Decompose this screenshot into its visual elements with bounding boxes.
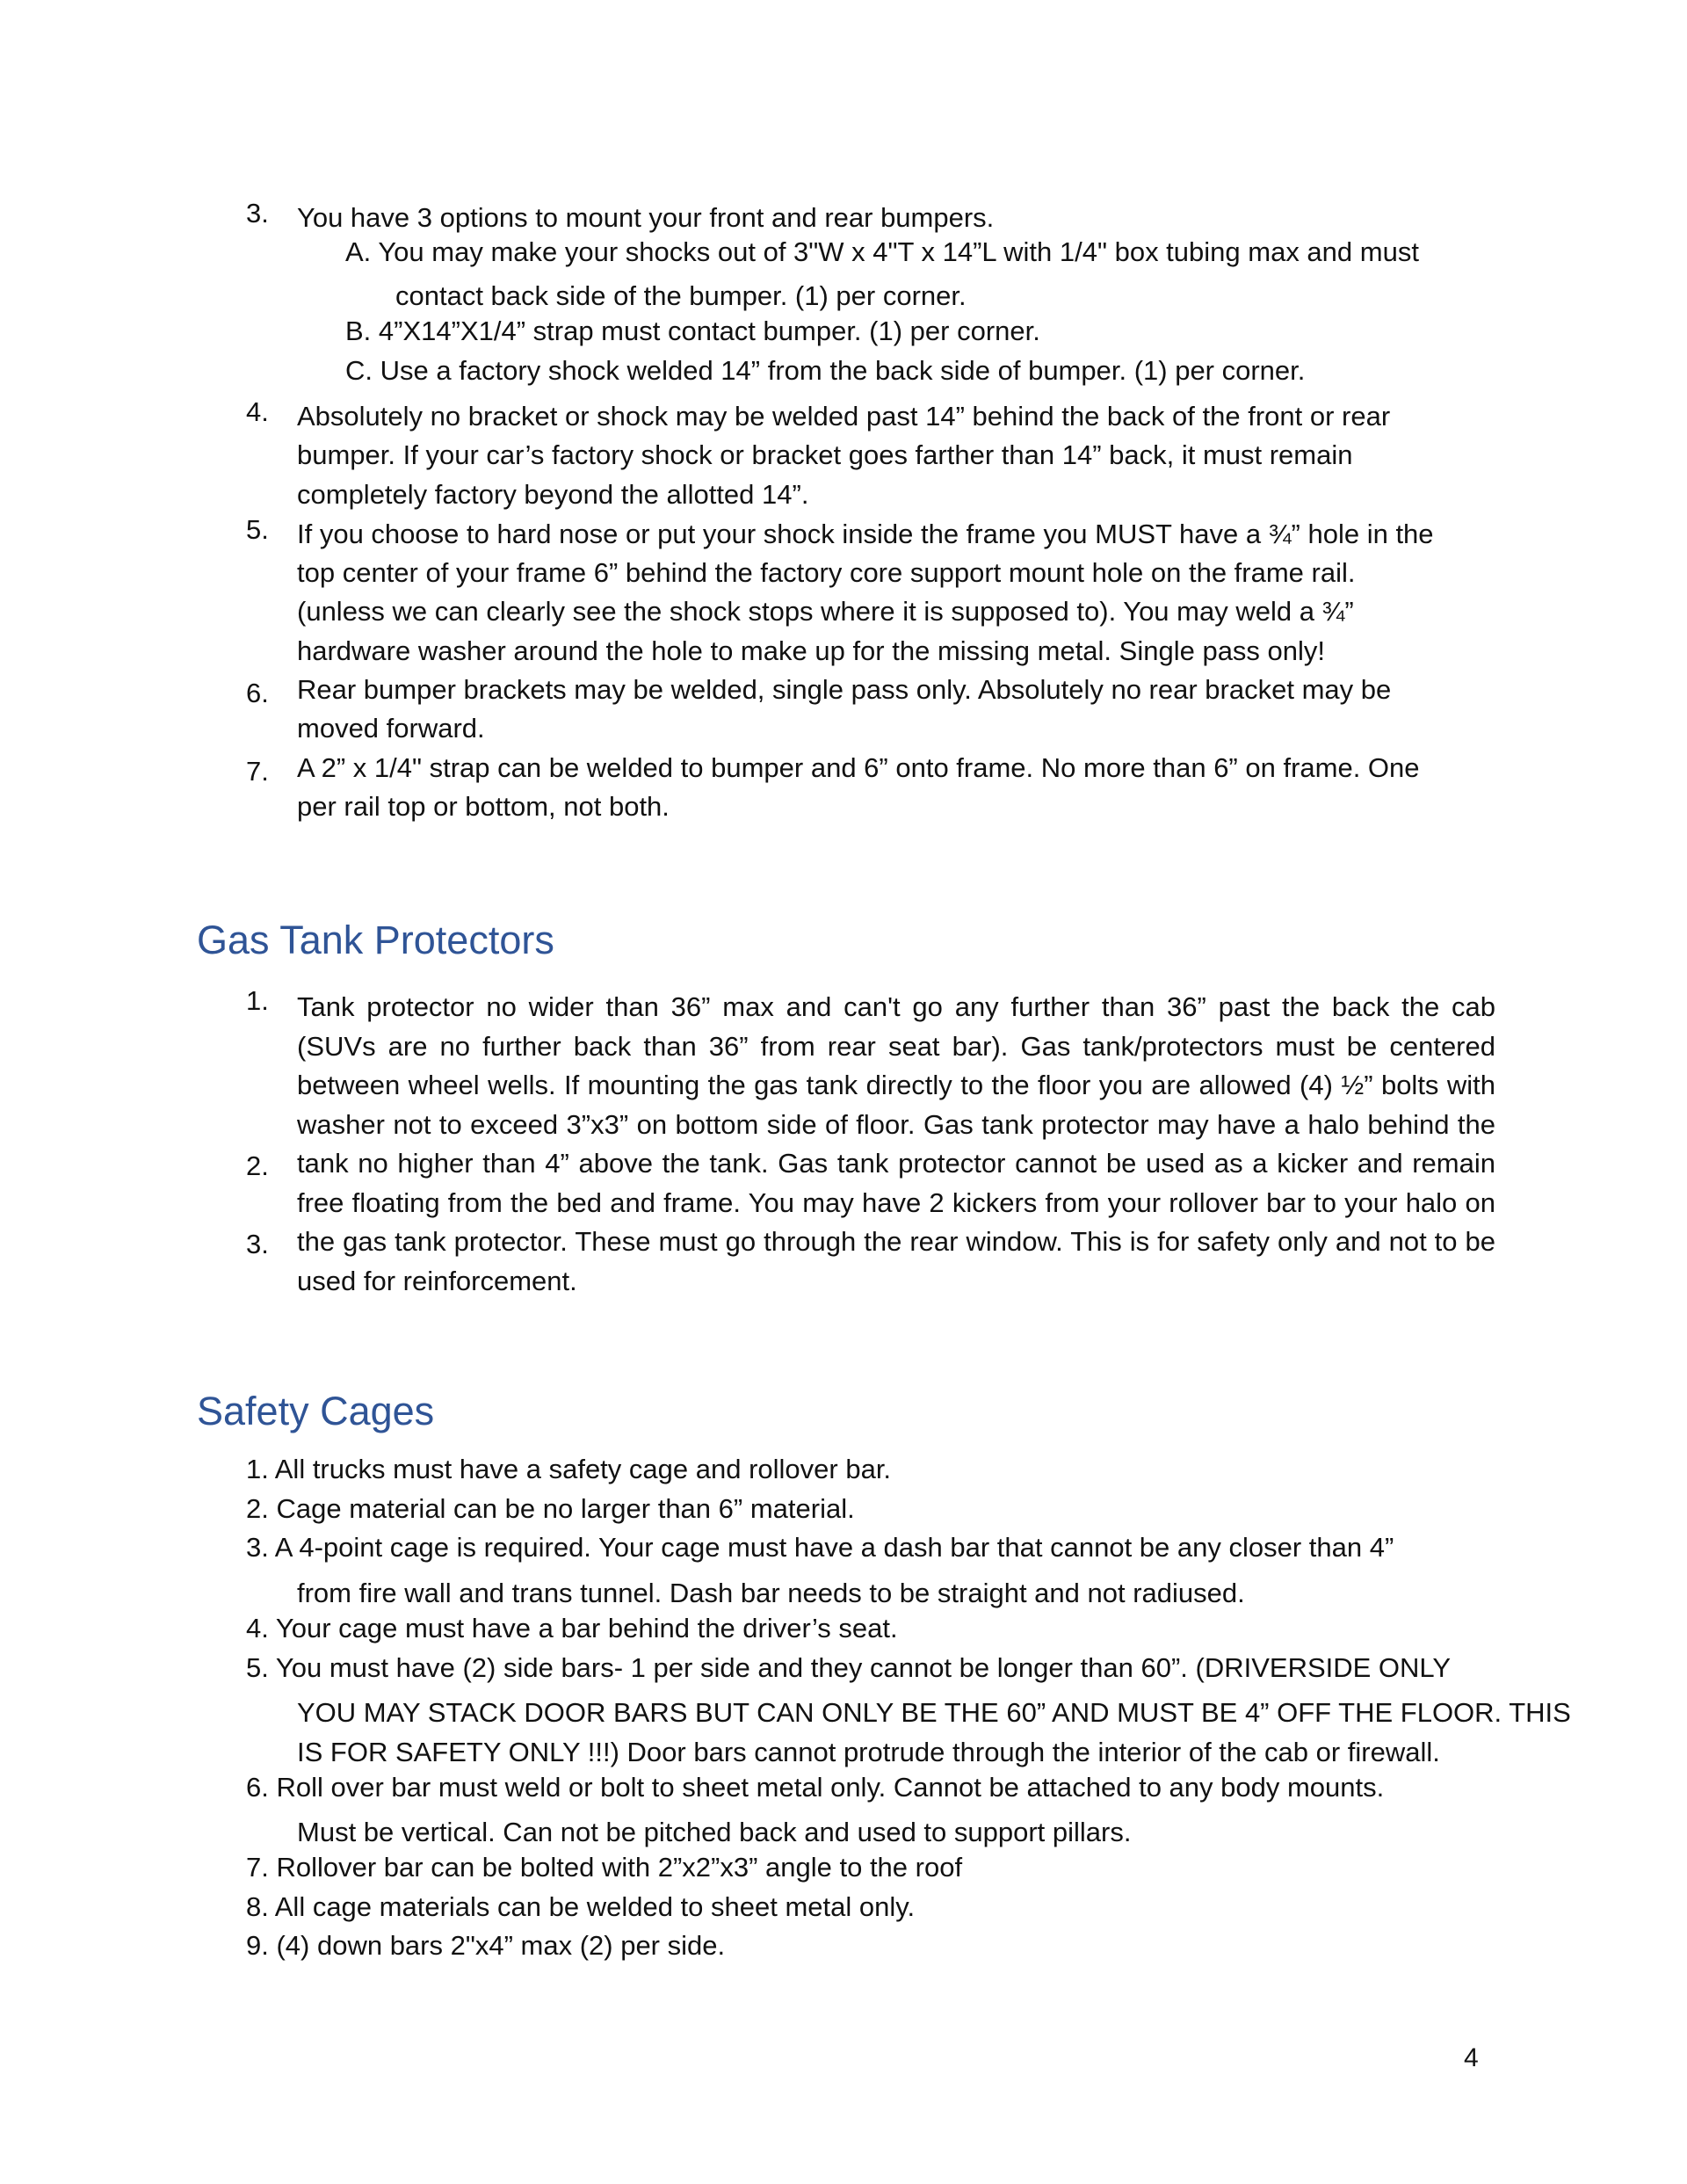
list-item-text: per rail top or bottom, not both.	[297, 791, 670, 822]
list-item: 9. (4) down bars 2"x4” max (2) per side.	[246, 1930, 726, 1961]
list-item: 6. Roll over bar must weld or bolt to sheet metal only. Cannot be attached to any body mounts.	[246, 1772, 1385, 1803]
sub-item-a: A. You may make your shocks out of 3"W x 4"T x 14”L with 1/4" box tubing max and must	[345, 236, 1419, 267]
list-item-text: Rear bumper brackets may be welded, single pass only. Absolutely no rear bracket may be	[297, 674, 1392, 705]
sub-item-b: B. 4”X14”X1/4” strap must contact bumper. (1) per corner.	[345, 316, 1040, 346]
list-item: 1. All trucks must have a safety cage and rollover bar.	[246, 1454, 892, 1484]
list-item-continued: Must be vertical. Can not be pitched back and used to support pillars.	[297, 1817, 1132, 1847]
sub-item-a-continued: contact back side of the bumper. (1) per corner.	[395, 280, 967, 311]
list-item-text: hardware washer around the hole to make up for the missing metal. Single pass only!	[297, 635, 1326, 666]
list-item: 8. All cage materials can be welded to sheet metal only.	[246, 1891, 916, 1922]
list-number: 7.	[246, 756, 269, 787]
list-item-text: completely factory beyond the allotted 14”.	[297, 479, 809, 510]
list-item-continued: IS FOR SAFETY ONLY !!!) Door bars cannot protrude through the interior of the cab or firewall.	[297, 1737, 1440, 1767]
list-number: 1.	[246, 985, 269, 1016]
list-item-text: If you choose to hard nose or put your shock inside the frame you MUST have a ¾” hole in the	[297, 519, 1434, 549]
list-item-text: moved forward.	[297, 713, 485, 744]
list-item-text: You have 3 options to mount your front and rear bumpers.	[297, 202, 995, 233]
list-item: 3. A 4-point cage is required. Your cage must have a dash bar that cannot be any closer than 4”	[246, 1532, 1394, 1563]
section-heading-gas-tank: Gas Tank Protectors	[197, 918, 554, 962]
list-item: 4. Your cage must have a bar behind the driver’s seat.	[246, 1613, 898, 1643]
list-item-text: Absolutely no bracket or shock may be welded past 14” behind the back of the front or rear	[297, 401, 1391, 432]
sub-item-c: C. Use a factory shock welded 14” from the back side of bumper. (1) per corner.	[345, 355, 1306, 386]
list-item-text: A 2” x 1/4" strap can be welded to bumper and 6” onto frame. No more than 6” on frame. One	[297, 752, 1420, 783]
list-number: 3.	[246, 1229, 269, 1259]
list-item: 7. Rollover bar can be bolted with 2”x2”x3” angle to the roof	[246, 1852, 963, 1883]
list-number: 2.	[246, 1150, 269, 1181]
list-item-continued: YOU MAY STACK DOOR BARS BUT CAN ONLY BE THE 60” AND MUST BE 4” OFF THE FLOOR. THIS	[297, 1697, 1571, 1728]
page-number: 4	[1464, 2043, 1479, 2072]
list-number: 3.	[246, 198, 269, 229]
list-item-text: (unless we can clearly see the shock stops where it is supposed to). You may weld a ¾”	[297, 596, 1354, 627]
list-number: 4.	[246, 396, 269, 427]
list-item-text: bumper. If your car’s factory shock or bracket goes farther than 14” back, it must remain	[297, 439, 1353, 470]
list-item: 2. Cage material can be no larger than 6” material.	[246, 1493, 855, 1524]
list-number: 5.	[246, 514, 269, 545]
list-item: 5. You must have (2) side bars- 1 per side and they cannot be longer than 60”. (DRIVERSIDE ONLY	[246, 1652, 1452, 1683]
list-number: 6.	[246, 678, 269, 708]
section-heading-safety-cages: Safety Cages	[197, 1389, 435, 1433]
list-item-text: top center of your frame 6” behind the factory core support mount hole on the frame rail.	[297, 557, 1356, 588]
list-item-continued: from fire wall and trans tunnel. Dash bar needs to be straight and not radiused.	[297, 1578, 1245, 1608]
gas-tank-paragraph: Tank protector no wider than 36” max and can't go any further than 36” past the back the cab (SUVs are no further back than 36” from rear seat bar). Gas tank/protectors must be centered between wheel wells. If mounting the gas tank directly to the floor you are allowed (4) ½” bolts with washer not to exceed 3”x3” on bottom side of floor. Gas tank protector may have a halo behind the tank no higher than 4” above the tank. Gas tank protector cannot be used as a kicker and remain free floating from the bed and frame. You may have 2 kickers from your rollover bar to your halo on the gas tank protector. These must go through the rear window. This is for safety only and not to be used for reinforcement.	[297, 991, 1495, 1296]
